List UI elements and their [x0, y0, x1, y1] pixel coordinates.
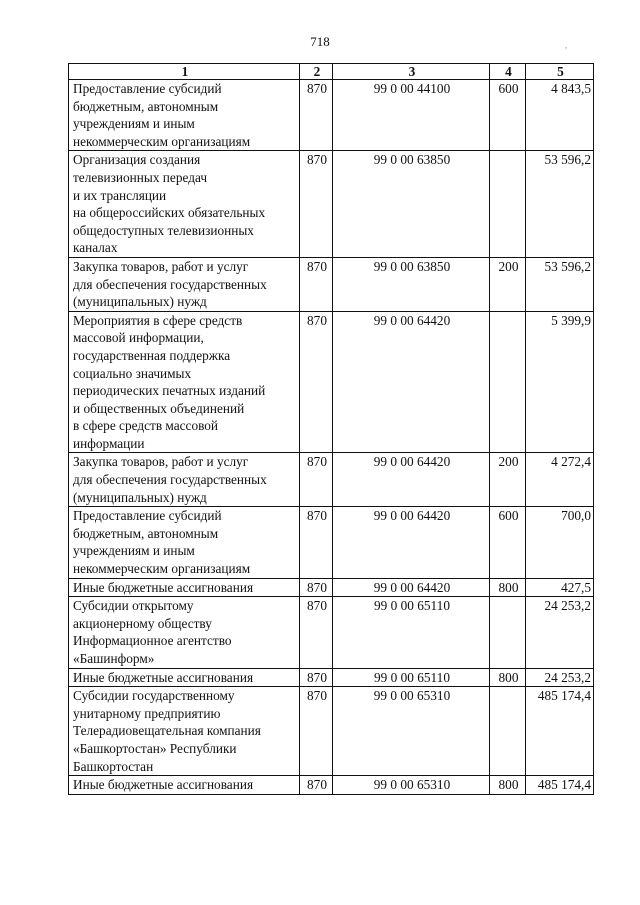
- cell-name-line: в сфере средств массовой: [73, 418, 219, 434]
- cell-name-line: телевизионных передач: [73, 169, 208, 185]
- cell-gr: 870: [300, 257, 333, 311]
- budget-table: [68, 63, 594, 795]
- cell-cs: 99 0 00 64420: [333, 311, 490, 453]
- cell-cs: 99 0 00 64420: [333, 453, 490, 507]
- cell-vr: [490, 687, 526, 776]
- cell-name: [69, 311, 300, 453]
- cell-name: [69, 687, 300, 776]
- cell-sum: 485 174,4: [526, 776, 594, 795]
- cell-name-line: «Башинформ»: [73, 651, 155, 666]
- cell-name-line: для обеспечения государственных: [73, 472, 267, 488]
- table-body: [69, 80, 594, 795]
- cell-vr: [490, 597, 526, 668]
- cell-name-line: Предоставление субсидий: [73, 81, 222, 96]
- cell-name-line: Иные бюджетные ассигнования: [73, 777, 254, 793]
- table-row: [69, 151, 594, 258]
- cell-name: [69, 578, 300, 597]
- cell-name-line: унитарному предприятию: [73, 705, 221, 721]
- cell-name-line: Телерадиовещательная компания: [73, 723, 261, 739]
- cell-name-line: бюджетным, автономным: [73, 98, 219, 114]
- cell-name-line: некоммерческим организациям: [73, 133, 251, 149]
- table-row: [69, 311, 594, 453]
- cell-sum: 4 843,5: [526, 80, 594, 151]
- cell-gr: 870: [300, 151, 333, 258]
- cell-name-line: социально значимых: [73, 365, 192, 381]
- cell-name-line: Закупка товаров, работ и услуг: [73, 454, 249, 470]
- cell-name-line: Субсидии государственному: [73, 688, 235, 704]
- cell-name-line: Закупка товаров, работ и услуг: [73, 258, 249, 274]
- column-header-name: 1: [69, 64, 300, 80]
- cell-vr: 600: [490, 507, 526, 578]
- cell-gr: 870: [300, 668, 333, 687]
- cell-name-line: и общественных объединений: [73, 400, 245, 416]
- column-header-gr: 2: [300, 64, 333, 80]
- cell-name-line: «Башкортостан» Республики: [73, 740, 237, 756]
- cell-cs: 99 0 00 65310: [333, 776, 490, 795]
- cell-cs: 99 0 00 64420: [333, 507, 490, 578]
- cell-name-line: периодических печатных изданий: [73, 383, 266, 399]
- cell-sum: 24 253,2: [526, 668, 594, 687]
- cell-name-line: Иные бюджетные ассигнования: [73, 579, 254, 595]
- page-number: 718: [310, 34, 330, 49]
- table-row: [69, 578, 594, 597]
- cell-name-line: Предоставление субсидий: [73, 508, 222, 524]
- cell-sum: 427,5: [526, 578, 594, 597]
- cell-name-line: для обеспечения государственных: [73, 276, 267, 292]
- cell-cs: 99 0 00 65310: [333, 687, 490, 776]
- cell-name-line: и их трансляции: [73, 187, 167, 203]
- cell-vr: 800: [490, 668, 526, 687]
- cell-name-line: некоммерческим организациям: [73, 561, 251, 577]
- cell-name: [69, 257, 300, 311]
- table-row: [69, 668, 594, 687]
- cell-name-line: Организация создания: [73, 152, 201, 168]
- cell-name: [69, 507, 300, 578]
- cell-name: [69, 80, 300, 151]
- cell-name-line: государственная поддержка: [73, 347, 231, 363]
- cell-name-line: бюджетным, автономным: [73, 525, 219, 541]
- cell-name-line: Иные бюджетные ассигнования: [73, 669, 254, 685]
- cell-name-line: Мероприятия в сфере средств: [73, 312, 243, 328]
- cell-gr: 870: [300, 507, 333, 578]
- cell-cs: 99 0 00 64420: [333, 578, 490, 597]
- cell-gr: 870: [300, 311, 333, 453]
- cell-name-line: учреждениям и иным: [73, 116, 195, 132]
- cell-name-line: каналах: [73, 240, 118, 256]
- column-header-vr: 4: [490, 64, 526, 80]
- cell-sum: 24 253,2: [526, 597, 594, 668]
- table-row: [69, 687, 594, 776]
- cell-name: [69, 668, 300, 687]
- cell-name: [69, 776, 300, 795]
- cell-vr: 800: [490, 776, 526, 795]
- cell-name-line: на общероссийских обязательных: [73, 205, 266, 221]
- cell-vr: [490, 151, 526, 258]
- cell-vr: 200: [490, 453, 526, 507]
- cell-sum: 485 174,4: [526, 687, 594, 776]
- cell-vr: 600: [490, 80, 526, 151]
- table-header-row: [69, 64, 594, 80]
- cell-name-line: (муниципальных) нужд: [73, 294, 207, 310]
- cell-name-line: массовой информации,: [73, 330, 204, 346]
- cell-sum: 53 596,2: [526, 151, 594, 258]
- cell-name-line: Субсидии открытому: [73, 598, 194, 614]
- table-row: [69, 453, 594, 507]
- cell-cs: 99 0 00 63850: [333, 257, 490, 311]
- cell-name-line: Информационное агентство: [73, 633, 232, 649]
- cell-vr: [490, 311, 526, 453]
- cell-name-line: Башкортостан: [73, 758, 154, 774]
- cell-sum: 5 399,9: [526, 311, 594, 453]
- cell-cs: 99 0 00 44100: [333, 80, 490, 151]
- cell-gr: 870: [300, 80, 333, 151]
- cell-vr: 200: [490, 257, 526, 311]
- cell-name-line: акционерному обществу: [73, 615, 212, 631]
- cell-gr: 870: [300, 453, 333, 507]
- cell-sum: 4 272,4: [526, 453, 594, 507]
- column-header-sum: 5: [526, 64, 594, 80]
- cell-cs: 99 0 00 65110: [333, 597, 490, 668]
- cell-name-line: общедоступных телевизионных: [73, 222, 254, 238]
- cell-name: [69, 453, 300, 507]
- cell-cs: 99 0 00 65110: [333, 668, 490, 687]
- cell-sum: 700,0: [526, 507, 594, 578]
- cell-name-line: информации: [73, 435, 145, 451]
- cell-name: [69, 597, 300, 668]
- cell-name: [69, 151, 300, 258]
- cell-gr: 870: [300, 578, 333, 597]
- cell-name-line: учреждениям и иным: [73, 543, 195, 559]
- cell-sum: 53 596,2: [526, 257, 594, 311]
- table-row: [69, 507, 594, 578]
- cell-gr: 870: [300, 776, 333, 795]
- cell-cs: 99 0 00 63850: [333, 151, 490, 258]
- table-row: [69, 776, 594, 795]
- column-header-cs: 3: [333, 64, 490, 80]
- cell-gr: 870: [300, 687, 333, 776]
- table-row: [69, 597, 594, 668]
- table-row: [69, 80, 594, 151]
- table-row: [69, 257, 594, 311]
- cell-name-line: (муниципальных) нужд: [73, 489, 207, 505]
- cell-vr: 800: [490, 578, 526, 597]
- cell-gr: 870: [300, 597, 333, 668]
- corner-mark: ,: [565, 40, 568, 50]
